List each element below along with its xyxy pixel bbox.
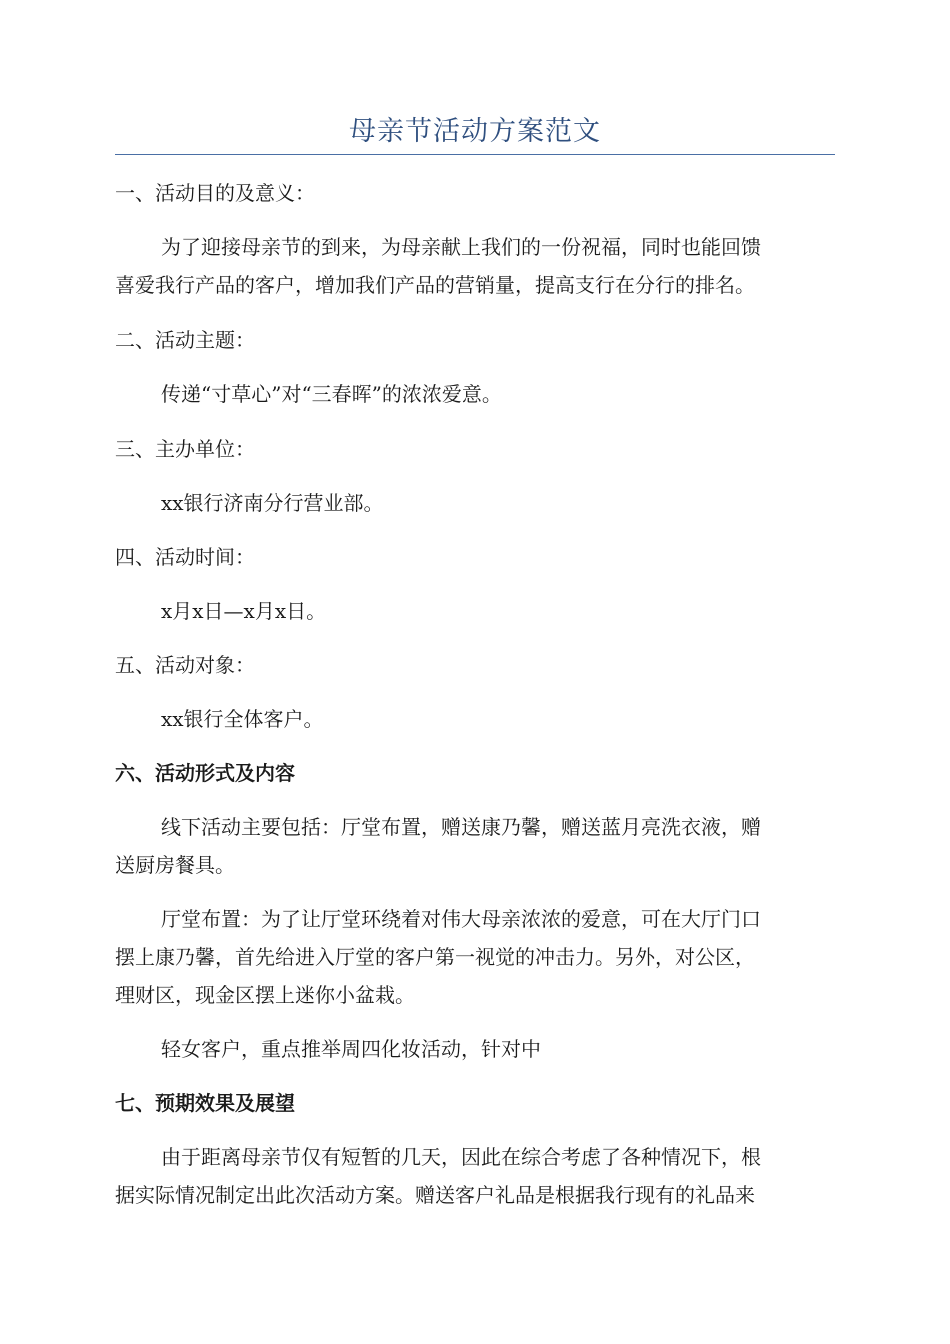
paragraph-line: 据实际情况制定出此次活动方案。赠送客户礼品是根据我行现有的礼品来: [115, 1183, 755, 1207]
paragraph-line: 送厨房餐具。: [115, 853, 235, 877]
paragraph-line: 理财区，现金区摆上迷你小盆栽。: [115, 983, 415, 1007]
paragraph-line: 为了迎接母亲节的到来，为母亲献上我们的一份祝福，同时也能回馈: [161, 235, 761, 259]
paragraph-line: xx银行全体客户。: [161, 707, 324, 731]
paragraph-line: xx银行济南分行营业部。: [161, 491, 384, 515]
paragraph-line: 轻女客户，重点推举周四化妆活动，针对中: [161, 1037, 541, 1061]
section-heading-5: 五、活动对象：: [115, 653, 255, 677]
paragraph-line: 线下活动主要包括：厅堂布置，赠送康乃馨，赠送蓝月亮洗衣液，赠: [161, 815, 761, 839]
paragraph-line: 传递“寸草心”对“三春晖”的浓浓爱意。: [161, 382, 502, 406]
section-heading-4: 四、活动时间：: [115, 545, 255, 569]
section-heading-3: 三、主办单位：: [115, 437, 255, 461]
paragraph-line: 摆上康乃馨，首先给进入厅堂的客户第一视觉的冲击力。另外，对公区，: [115, 945, 755, 969]
title-underline: [115, 154, 835, 155]
paragraph-line: 喜爱我行产品的客户，增加我们产品的营销量，提高支行在分行的排名。: [115, 273, 755, 297]
section-heading-6: 六、活动形式及内容: [115, 761, 295, 785]
document-title: 母亲节活动方案范文: [349, 116, 601, 147]
section-heading-1: 一、活动目的及意义：: [115, 181, 315, 205]
section-heading-7: 七、预期效果及展望: [115, 1091, 295, 1115]
paragraph-line: 由于距离母亲节仅有短暂的几天，因此在综合考虑了各种情况下，根: [161, 1145, 761, 1169]
section-heading-2: 二、活动主题：: [115, 328, 255, 352]
paragraph-line: x月x日—x月x日。: [161, 599, 327, 623]
paragraph-line: 厅堂布置：为了让厅堂环绕着对伟大母亲浓浓的爱意，可在大厅门口: [161, 907, 761, 931]
